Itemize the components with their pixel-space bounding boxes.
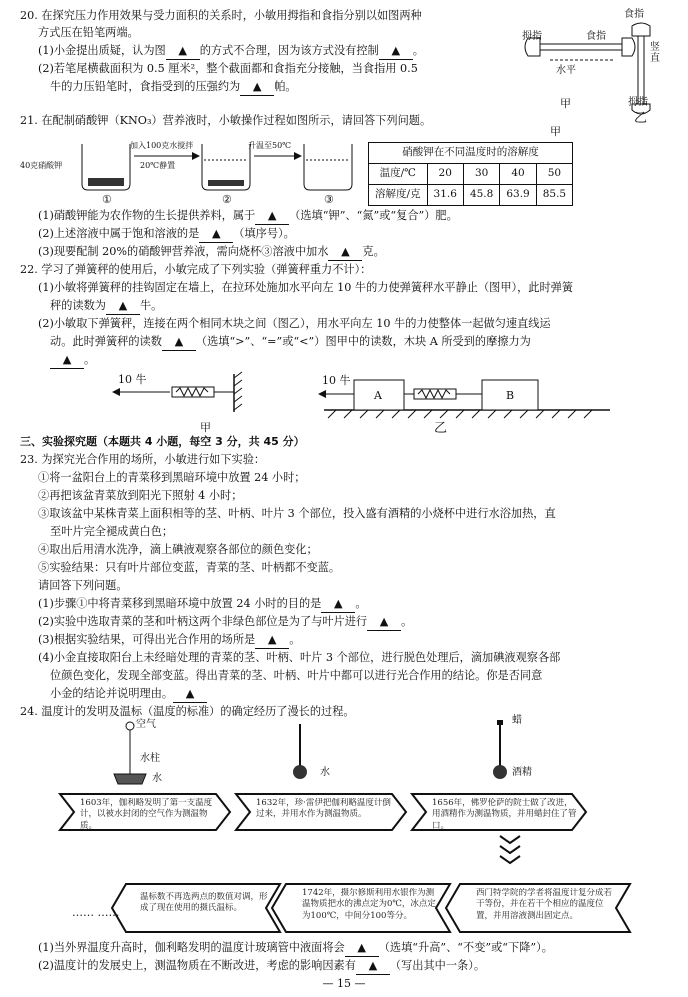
timeline-ellipsis: …… ……: [72, 906, 120, 919]
timeline-1656: 1656年，佛罗伦萨的院士做了改进，用酒精作为测温物质，并用蜡封住了管口。: [432, 798, 577, 830]
q21-sub3: (3)现要配制 20%的硝酸钾营养液，需向烧杯③溶液中加水 ▲ 克。: [38, 244, 668, 261]
answer-blank[interactable]: ▲: [328, 244, 362, 261]
fig-label-water-col: 水柱: [140, 753, 160, 764]
table-jia: 甲: [550, 125, 561, 138]
q23-ask: 请回答下列问题。: [38, 579, 128, 592]
fig-label-yi: 乙: [434, 421, 448, 436]
fig-label-water1: 水: [152, 773, 162, 784]
fig-label-thumb-bottom: 拇指: [628, 97, 648, 108]
fig-label-force-b: 10 牛: [322, 374, 351, 387]
answer-blank[interactable]: ▲: [166, 43, 200, 60]
q23-step2: ②再把该盆青菜放到阳光下照射 4 小时；: [38, 489, 243, 502]
section-heading: 三、实验探究题（本题共 4 小题，每空 3 分，共 45 分）: [20, 435, 305, 448]
answer-blank[interactable]: ▲: [240, 79, 274, 96]
q24-line1: 24. 温度计的发明及温标（温度的标准）的确定经历了漫长的过程。: [20, 705, 355, 718]
answer-blank[interactable]: ▲: [173, 686, 207, 703]
spring-scale-figure: [110, 370, 630, 440]
table-cell: 30: [463, 164, 499, 185]
timeline-1603: 1603年，伽利略发明了第一支温度计，以被水封闭的空气作为测温物质。: [80, 798, 213, 830]
table-cell: 20: [427, 164, 463, 185]
fig-label-air: 空气: [136, 719, 156, 730]
fig-label-solid: 40克硝酸钾: [20, 161, 63, 170]
solubility-table: [368, 142, 573, 206]
q20-sub2: (2)若笔尾横截面积为 0.5 厘米²，整个截面都和食指充分接触，当食指用 0.5: [38, 62, 418, 75]
table-cell: 50: [536, 164, 572, 185]
q21-sub2: (2)上述溶液中属于饱和溶液的是 ▲ （填序号）。: [38, 226, 668, 243]
timeline-celsius: 温标数不再选两点的数值对调，形成了现在使用的摄氏温标。: [140, 892, 268, 914]
answer-blank[interactable]: ▲: [321, 596, 355, 613]
answer-blank[interactable]: ▲: [345, 940, 379, 957]
fig-label-n2: ②: [222, 193, 232, 206]
q22-line1: 22. 学习了弹簧秤的使用后，小敏完成了下列实验（弹簧秤重力不计）：: [20, 263, 372, 276]
timeline-academy: 西门特学院的学者将温度计复分成若干等份，并在若干个相应的温度位置，并用溶液测出固定点。: [476, 888, 613, 921]
q20-sub2b: 牛的力压铅笔时，食指受到的压强约为 ▲ 帕。: [50, 79, 668, 96]
table-caption: 硝酸钾在不同温度时的溶解度: [369, 143, 573, 164]
answer-blank[interactable]: ▲: [50, 352, 84, 369]
answer-blank[interactable]: ▲: [162, 334, 196, 351]
fig-label-wax: 蜡: [512, 715, 522, 726]
q24-ans1: (1)当外界温度升高时，伽利略发明的温度计玻璃管中液面将会 ▲ （选填“升高”、“不变”或“下降”）。: [38, 940, 668, 957]
q21-line1: 21. 在配制硝酸钾（KNO₃）营养液时，小敏操作过程如图所示，请回答下列问题。: [20, 114, 432, 127]
q23-ans1: (1)步骤①中将青菜移到黑暗环境中放置 24 小时的目的是 ▲ 。: [38, 596, 668, 613]
answer-blank[interactable]: ▲: [199, 226, 233, 243]
fig-label-vertical: 竖直: [650, 42, 660, 64]
q23-step4: ④取出后用清水洗净，滴上碘液观察各部位的颜色变化；: [38, 543, 318, 556]
q22-sub1b: 秤的读数为 ▲ 牛。: [50, 298, 668, 315]
answer-blank[interactable]: ▲: [255, 632, 289, 649]
table-row-sol: [369, 185, 573, 206]
fig-label-yi: 乙: [634, 111, 648, 126]
table-row-temp: [369, 164, 573, 185]
table-cell: 温度/℃: [369, 164, 428, 185]
answer-blank[interactable]: ▲: [367, 614, 401, 631]
q23-ans4c: 小金的结论并说明理由。 ▲: [50, 686, 668, 703]
table-cell: 40: [500, 164, 536, 185]
page-number: — 15 —: [322, 977, 366, 990]
answer-blank[interactable]: ▲: [106, 298, 140, 315]
q21-sub1: (1)硝酸钾能为农作物的生长提供养料，属于 ▲ （选填“钾”、“氮”或“复合”）肥。: [38, 208, 668, 225]
q20-line2: 方式压在铅笔两端。: [38, 26, 139, 39]
fig-label-force-a: 10 牛: [118, 373, 147, 386]
q20-line1: 20. 在探究压力作用效果与受力面积的关系时，小敏用拇指和食指分别以如图两种: [20, 9, 422, 22]
q23-step3b: 至叶片完全褪成黄白色；: [50, 525, 174, 538]
fig-label-index-top: 食指: [624, 9, 644, 20]
fig-label-n3: ③: [324, 193, 334, 206]
table-cell: 溶解度/克: [369, 185, 428, 206]
fig-label-step1: 加入100克水搅拌: [130, 141, 194, 150]
thermometer-figures: [100, 720, 560, 790]
q23-ans3: (3)根据实验结果，可得出光合作用的场所是 ▲ 。: [38, 632, 668, 649]
q24-ans2: (2)温度计的发展史上，测温物质在不断改进，考虑的影响因素有 ▲ （写出其中一条）。: [38, 958, 668, 975]
q23-step5: ⑤实验结果：只有叶片部位变蓝，青菜的茎、叶柄都不变蓝。: [38, 561, 341, 574]
fig-label-jia: 甲: [200, 421, 211, 434]
timeline-1742: 1742年，摄尔修斯利用水银作为测温物质把水的沸点定为0℃，冰点定为100℃，中间分100等分。: [302, 888, 436, 921]
fig-label-block-b: B: [506, 389, 515, 402]
q23-step3: ③取该盆中某株青菜上面积相等的茎、叶柄、叶片 3 个部位，投入盛有酒精的小烧杯中进行水浴加热，直: [38, 507, 556, 520]
q23-ans4: (4)小金直接取阳台上未经暗处理的青菜的茎、叶柄、叶片 3 个部位，进行脱色处理后，滴加碘液观察各部: [38, 651, 561, 664]
q23-ans2: (2)实验中选取青菜的茎和叶柄这两个非绿色部位是为了与叶片进行 ▲ 。: [38, 614, 668, 631]
fig-label-temp1: 20℃静置: [140, 161, 176, 170]
answer-blank[interactable]: ▲: [255, 208, 289, 225]
table-cell: 63.9: [500, 185, 536, 206]
fig-label-block-a: A: [374, 389, 382, 402]
table-cell: 85.5: [536, 185, 572, 206]
q22-sub1: (1)小敏将弹簧秤的挂钩固定在墙上，在拉环处施加水平向左 10 牛的力使弹簧秤水平静止（图甲），此时弹簧: [38, 281, 574, 294]
fig-label-thumb: 拇指: [522, 31, 542, 42]
q23-ans4b: 位颜色变化，发现全部变蓝。得出青菜的茎、叶柄、叶片中都可以进行光合作用的结论。你是否同意: [50, 669, 543, 682]
fig-label-index: 食指: [586, 31, 606, 42]
fig-label-horizontal: 水平: [556, 65, 576, 76]
fig-label-water2: 水: [320, 767, 330, 778]
table-cell: 31.6: [427, 185, 463, 206]
q22-sub2c: ▲ 。: [50, 352, 668, 369]
fig-label-alcohol: 酒精: [512, 767, 532, 778]
table-cell: 45.8: [463, 185, 499, 206]
q22-sub2: (2)小敏取下弹簧秤，连接在两个相同木块之间（图乙），用水平向左 10 牛的力使整体一起做匀速直线运: [38, 317, 551, 330]
answer-blank[interactable]: ▲: [356, 958, 390, 975]
fig-label-n1: ①: [102, 193, 112, 206]
q23-line1: 23. 为探究光合作用的场所，小敏进行如下实验：: [20, 453, 266, 466]
answer-blank[interactable]: ▲: [379, 43, 413, 60]
q22-sub2b: 动。此时弹簧秤的读数 ▲ （选填“>”、“=”或“<”）图甲中的读数，木块 A 所受到的摩擦力为: [50, 334, 668, 351]
q20-sub1: (1)小金提出质疑，认为图 ▲ 的方式不合理，因为该方式没有控制 ▲ 。: [38, 43, 668, 60]
fig-label-step2: 升温至50℃: [248, 141, 292, 150]
fig-label-jia: 甲: [560, 97, 571, 110]
timeline-1632: 1632年，珍·雷伊把伽利略温度计倒过来，并用水作为测温物质。: [256, 798, 391, 820]
q23-step1: ①将一盆阳台上的青菜移到黑暗环境中放置 24 小时；: [38, 471, 306, 484]
